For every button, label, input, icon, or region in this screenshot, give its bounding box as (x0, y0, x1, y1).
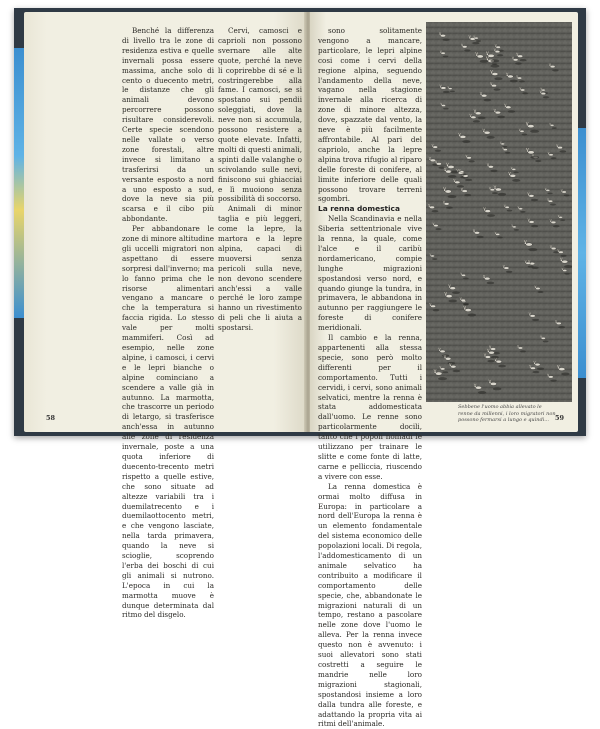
page-number-left: 58 (46, 414, 56, 422)
right-page-column-1 (318, 26, 422, 729)
open-book (14, 8, 586, 729)
left-page-column-1 (122, 26, 214, 620)
paragraph: Nella Scandinavia e nella Siberia settentrionale vive la renna, la quale, come l'alce e il caribù nordamericano, compie lunghe migrazioni spostandosi verso nord, e quando giunge la tundra, in primavera, le abbandona in autunno per raggiungere le foreste di conifere meridionali. (318, 214, 422, 333)
paragraph: Il cambio e la renna, appartenenti alla stessa specie, sono però molto differenti per il comportamento. Tutti i cervidi, i cervi, sono animali selvatici, mentre la renna è stata addomesticata dall'uomo. Le renne sono particolarmente docili, tanto che i popoli nomadi le utilizzano per trainare le slitte e come fonte di latte, carne e pelliccia, riuscendo a vivere con esse. (318, 333, 422, 481)
paragraph: Per abbandonare le zone di minore altitudine gli uccelli migratori non aspettano di essere sorpresi dall'inverno; ma lo fanno prima che le risorse alimentari vengano a mancare o che la temperatura si faccia rigida. Lo stesso vale per molti mammiferi. Così ad esempio, nelle zone alpine, i camosci, i cervi e le lepri bianche o alpine cominciano a scendere a valle già in autunno. La marmotta, che trascorre un periodo di letargo, si trasferisce anch'essa in autunno alle zone di residenza invernale, poste a una quota inferiore di duecento-trecento metri rispetto a quelle estive, che sono situate ad altezze variabili tra i duemilatrecento e i duemilaottocento metri, e che vengono lasciate, nella tarda primavera, quando la neve si scioglie, scoprendo l'erba dei boschi di cui gli animali si nutrono. L'epoca in cui la marmotta muove è dunque determinata dal ritmo del disgelo. (122, 224, 214, 620)
paragraph: La renna domestica è ormai molto diffusa in Europa: in particolare a nord dell'Europa la renna è un elemento fondamentale del sistema economico delle popolazioni locali. Di regola, l'addomesticamento di un animale selvatico ha contribuito a modificare il comportamento delle specie, che, abbandonate le migrazioni naturali di un tempo, restano a pascolare nelle zone dove l'uomo le alleva. Per la renna invece questo non è avvenuto: i suoi allevatori sono stati costretti a seguire le mandrie nelle loro migrazioni stagionali, spostandosi insieme a loro dalla tundra alle foreste, e adattando la propria vita ai ritmi dell'animale. (318, 481, 423, 729)
left-page-column-2 (218, 26, 302, 333)
paragraph: Animali di minor taglia e più leggeri, come la lepre, la martora e la lepre alpina, capaci di muoversi senza pericoli sulla neve, non devono scendere anch'essi a valle perché le loro zampe hanno un rivestimento di peli che li aiuta a spostarsi. (218, 204, 302, 333)
paragraph: Cervi, camosci e caprioli non possono svernare alle alte quote, perché la neve li coprirebbe di sé e li costringerebbe alla fame. I camosci, se si spostano sui pendii soleggiati, dove la neve non si accumula, possono resistere a quote elevate. Infatti, molti di questi animali, spinti dalle valanghe o scivolando sulle nevi, finiscono sui ghiacciai e lì muoiono senza possibilità di soccorso. (218, 26, 302, 204)
page-number-right: 59 (554, 414, 564, 422)
section-heading: La renna domestica (318, 204, 400, 214)
photo-caption: Sebbene l'uomo abbia allevato le renne da millenni, i loro migratori non possono fermarsi a lungo e quindi... (458, 404, 556, 423)
paragraph: sono solitamente vengono a mancare, particolare, le lepri alpine cosi come i cervi della regione alpina, seguendo l'andamento della neve, vagano nella stagione invernale alla ricerca di zone di minore altezza, dove, spazzate dal vento, la neve è più facilmente affrontabile. Al pari del capriolo, anche la lepre alpina trova rifugio al riparo delle foreste di conifere, al limite inferiore delle quali possono trovare terreni sgombri. (318, 26, 422, 204)
left-page (24, 12, 308, 620)
right-page (310, 12, 578, 729)
reindeer-herd-photo (426, 22, 572, 402)
paragraph: Benché la differenza di livello tra le zone di residenza estiva e quelle invernali possa essere massima, anche solo di cento o duecento metri, le distanze che gli animali devono percorrere possono risultare considerevoli. Certe specie scendono nelle vallate o verso zone forestali, altre invece si limitano a trasferirsi da un versante esposto a nord a uno esposto a sud, dove la neve sia più scarsa e il cibo più abbondante. (122, 26, 214, 224)
